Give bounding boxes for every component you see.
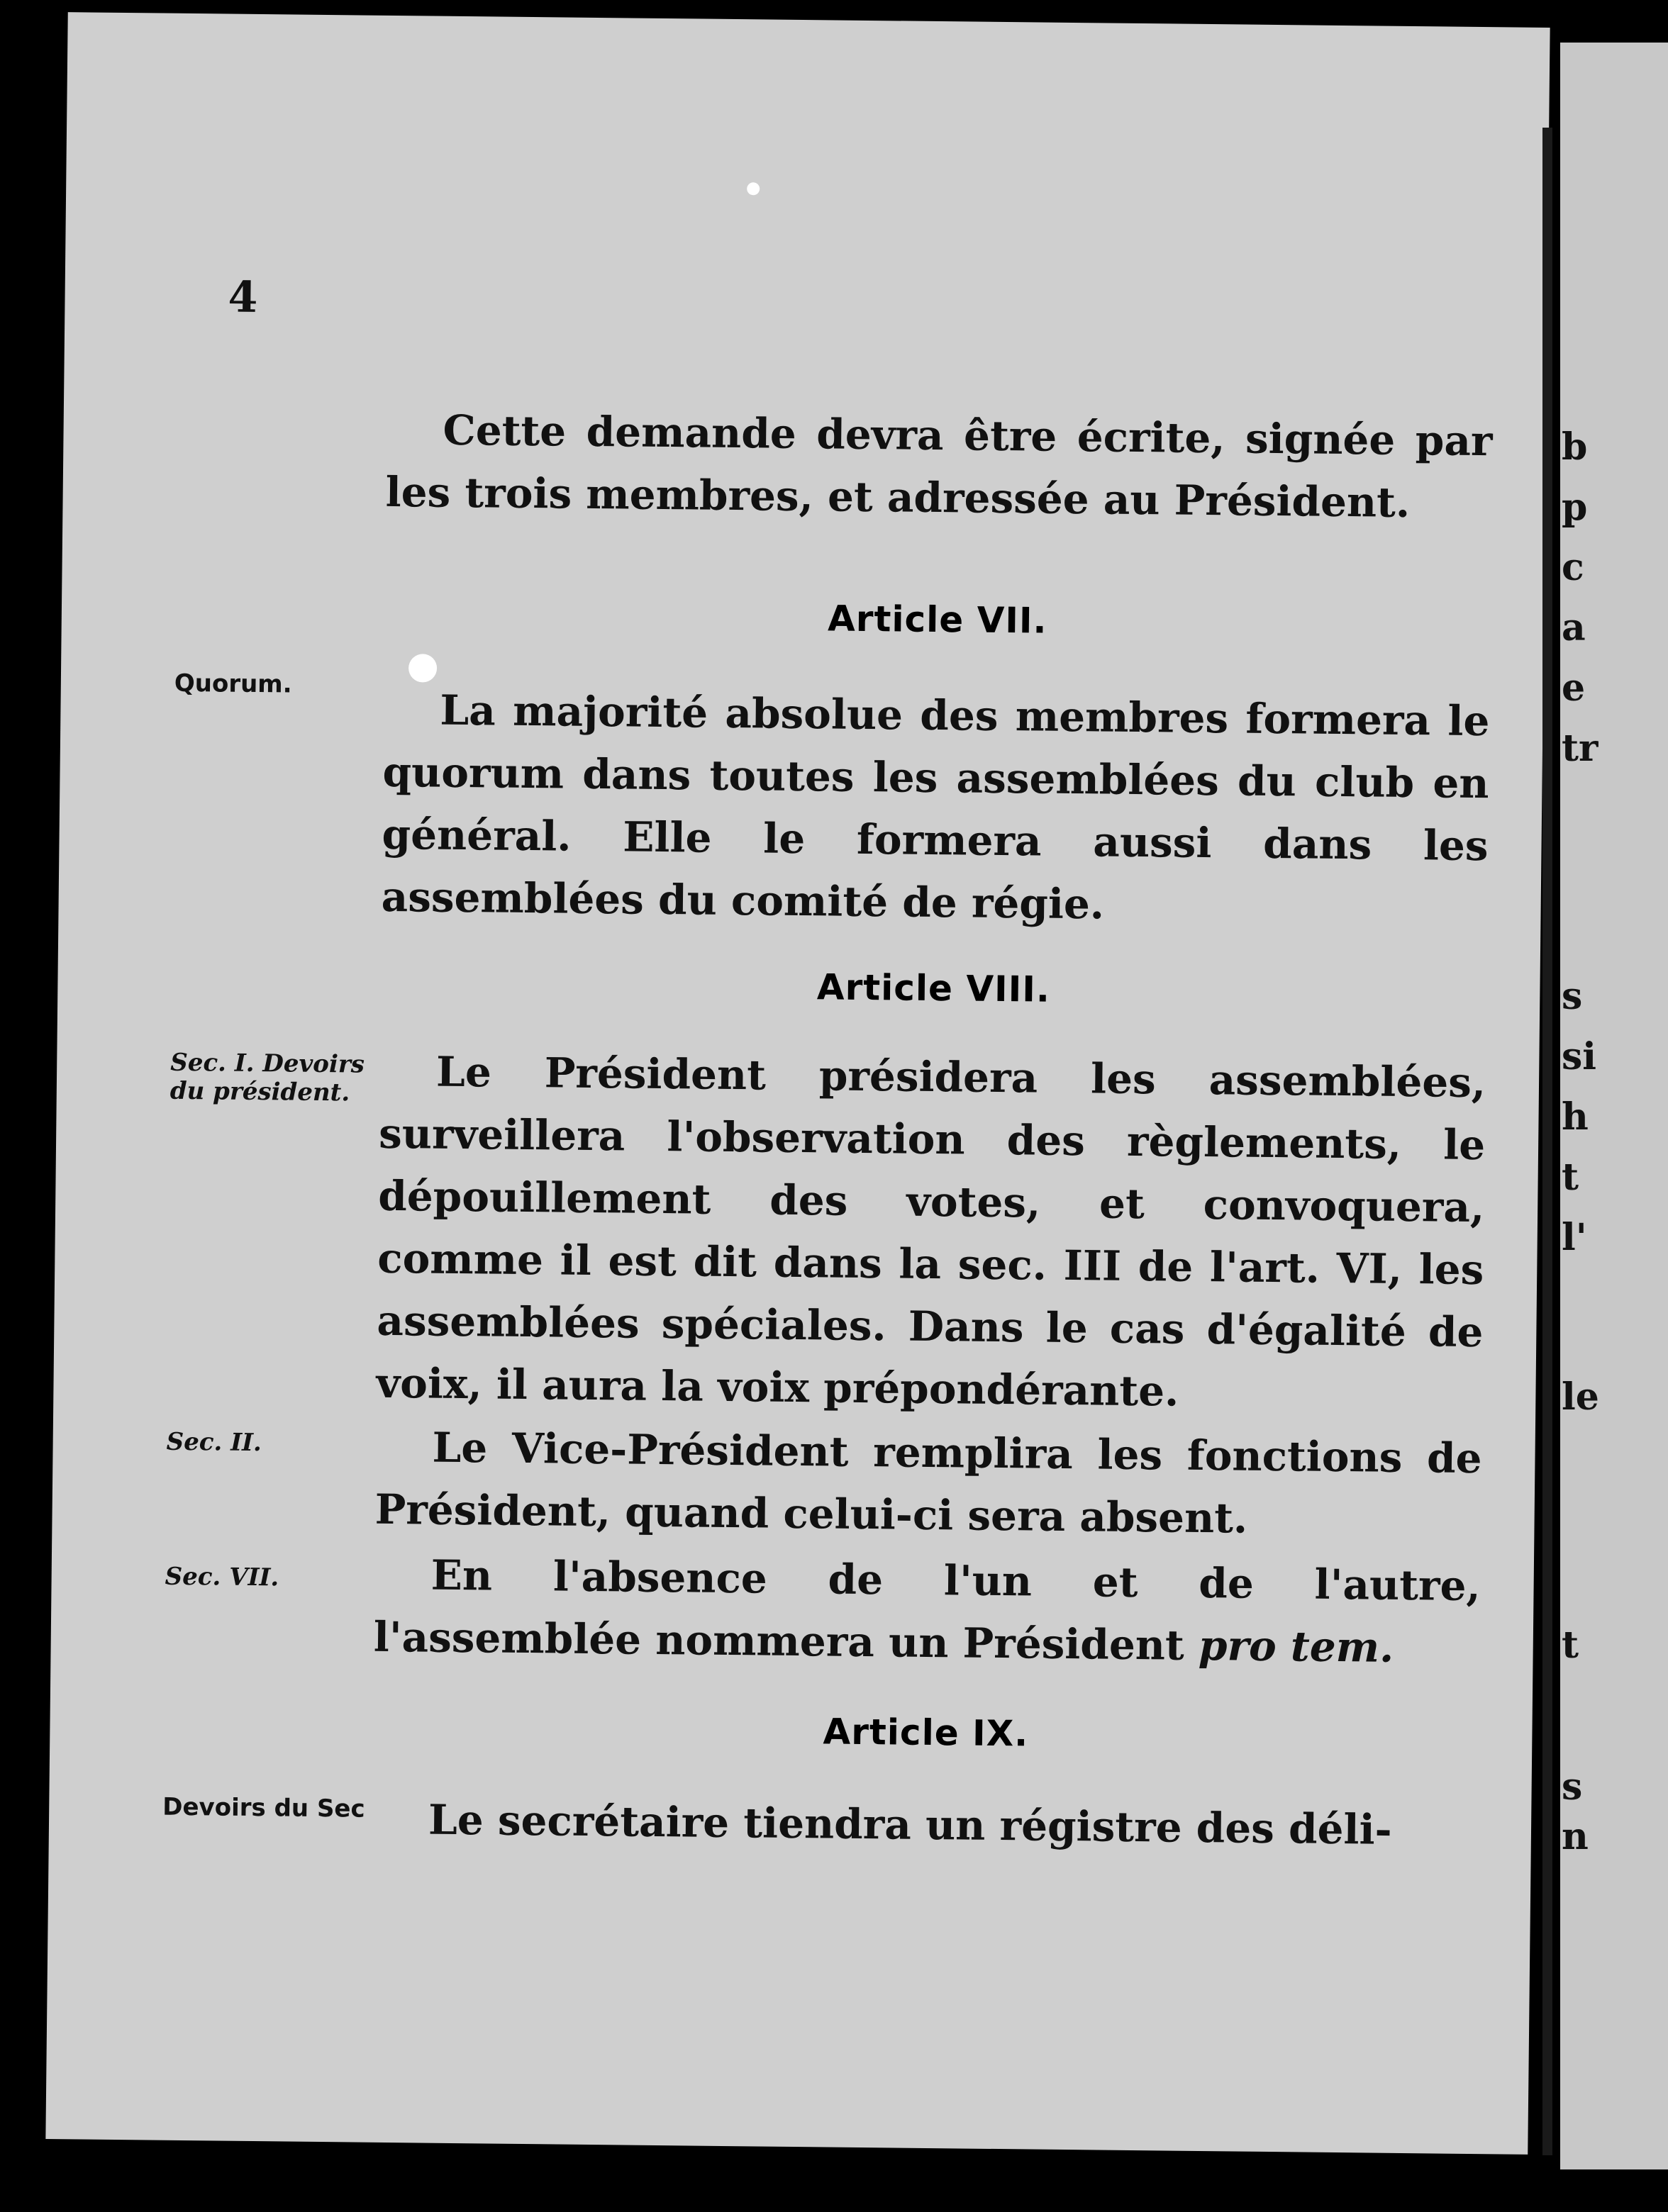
italic-pro-tem: pro tem. xyxy=(1198,1621,1394,1672)
article-heading-ix: Article IX. xyxy=(823,1711,1029,1755)
facing-text-fragment: l' xyxy=(1562,1216,1587,1259)
facing-text-fragment: t xyxy=(1562,1156,1579,1199)
article-heading-viii: Article VIII. xyxy=(816,966,1051,1010)
paragraph-text: La majorité absolue des membres formera le quorum dans toutes les assemblées du club en général. Elle le formera aussi dans les assemblées du comité de régie. xyxy=(381,686,1490,929)
paragraph-text: Le Vice-Président remplira les fonctions de Président, quand celui-ci sera absent. xyxy=(374,1423,1482,1543)
margin-note-devoirs-secretaire: Devoirs du Sec xyxy=(162,1792,365,1823)
page-number: 4 xyxy=(228,272,258,323)
facing-text-fragment: s xyxy=(1562,975,1583,1018)
paragraph-secretaire xyxy=(372,1788,1479,1862)
page-gutter xyxy=(1542,128,1552,2155)
paragraph-main-text: En l'absence de l'un et de l'autre, l'assemblée nommera un Président xyxy=(373,1551,1481,1670)
paragraph-absence xyxy=(373,1543,1481,1680)
paragraph-text: Le Président présidera les assemblées, surveillera l'observation des règlements, le dépouillement des votes, et convoquera, comme il est dit dans la sec. III de l'art. VI, les assemblées spéciales. Dans le cas d'égalité de voix, il aura la voix prépondérante. xyxy=(376,1047,1486,1416)
paragraph-quorum xyxy=(381,678,1490,939)
margin-note-sec-7: Sec. VII. xyxy=(165,1562,279,1592)
paper-blemish xyxy=(408,654,437,682)
facing-text-fragment: b xyxy=(1562,425,1588,469)
paragraph-continuation xyxy=(385,398,1493,535)
facing-text-fragment: tr xyxy=(1562,727,1598,770)
paragraph-text: Cette demande devra être écrite, signée par les trois membres, et adressée au Président. xyxy=(385,406,1493,527)
facing-text-fragment: a xyxy=(1562,606,1586,649)
paper-blemish xyxy=(747,182,760,195)
facing-text-fragment: n xyxy=(1562,1815,1589,1858)
facing-text-fragment: p xyxy=(1562,486,1588,529)
margin-note-sec-2: Sec. II. xyxy=(166,1427,262,1458)
margin-note-quorum: Quorum. xyxy=(174,669,292,699)
facing-text-fragment: si xyxy=(1562,1035,1597,1078)
paragraph-vice-president xyxy=(374,1416,1482,1552)
facing-page-edge xyxy=(1560,43,1668,2169)
document-page xyxy=(45,12,1550,2155)
facing-text-fragment: c xyxy=(1562,546,1584,589)
facing-text-fragment: e xyxy=(1562,666,1586,710)
paragraph-text: Le secrétaire tiendra un régistre des déli- xyxy=(428,1795,1393,1854)
paragraph-president xyxy=(376,1040,1486,1426)
facing-text-fragment: h xyxy=(1562,1095,1589,1139)
margin-note-sec-1: Sec. I. Devoirs du président. xyxy=(169,1048,365,1107)
facing-text-fragment: t xyxy=(1562,1624,1579,1667)
article-heading-vii: Article VII. xyxy=(827,598,1047,642)
facing-text-fragment: le xyxy=(1562,1375,1599,1419)
facing-text-fragment: s xyxy=(1562,1765,1583,1809)
paragraph-text xyxy=(373,1543,1481,1680)
